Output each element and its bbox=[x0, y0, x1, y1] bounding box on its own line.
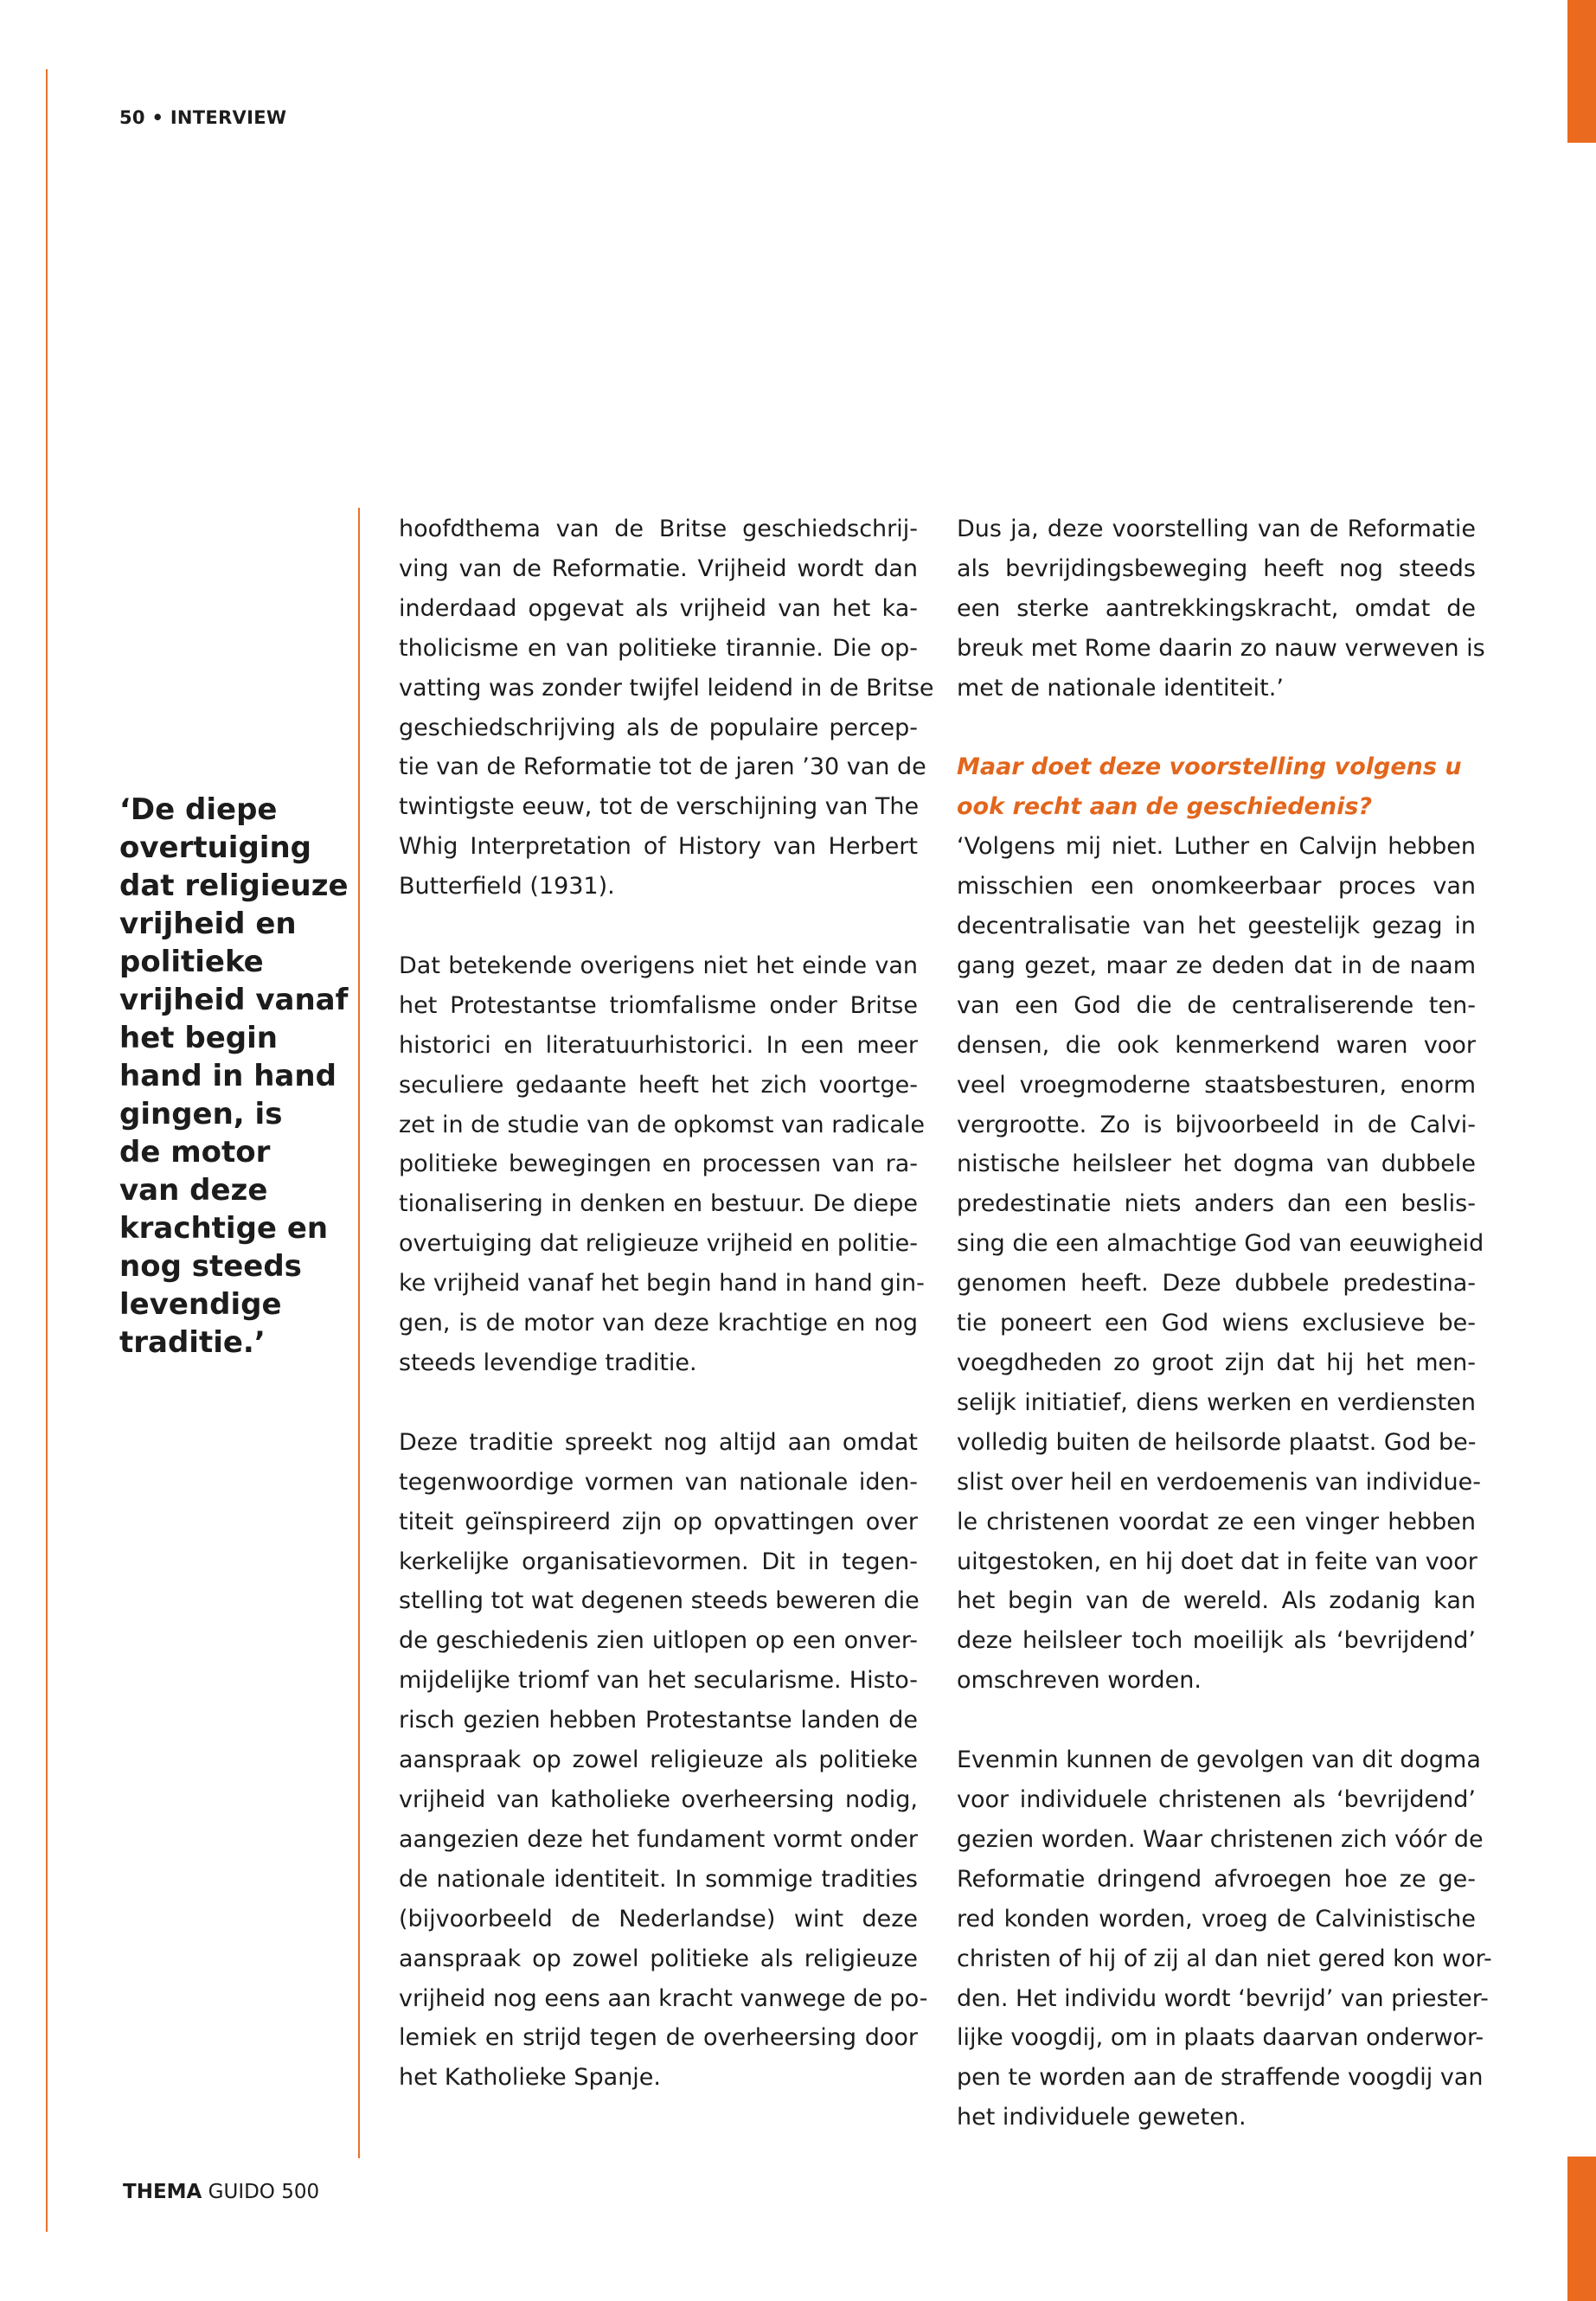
top-edge-tab bbox=[1567, 0, 1596, 143]
column-divider bbox=[358, 508, 360, 2158]
text-line: uitgestoken, en hij doet dat in feite van voor bbox=[957, 1548, 1477, 1575]
text-line: politieke bewegingen en processen van ra- bbox=[399, 1150, 918, 1178]
text-line: ‘Volgens mij niet. Luther en Calvijn hebben bbox=[957, 833, 1476, 861]
bottom-edge-tab bbox=[1567, 2157, 1596, 2301]
text-line: van een God die de centraliserende ten- bbox=[957, 991, 1476, 1019]
interview-question bbox=[957, 747, 1476, 827]
text-line: overtuiging dat religieuze vrijheid en politie- bbox=[399, 1230, 919, 1258]
paragraph bbox=[957, 827, 1484, 1701]
text-line: den. Het individu wordt ‘bevrijd’ van priester- bbox=[957, 1984, 1489, 2012]
paragraph bbox=[957, 510, 1485, 708]
pull-quote-line: vrijheid en bbox=[119, 907, 297, 941]
text-line: voor individuele christenen als ‘bevrijdend’ bbox=[957, 1785, 1476, 1813]
text-line: twintigste eeuw, tot de verschijning van The bbox=[399, 793, 920, 821]
text-line: vrijheid nog eens aan kracht vanwege de po- bbox=[399, 1984, 928, 2012]
section-title: INTERVIEW bbox=[170, 107, 287, 128]
pull-quote-line: vrijheid vanaf bbox=[119, 983, 349, 1017]
text-line: tionalisering in denken en bestuur. De diepe bbox=[399, 1190, 918, 1218]
text-line: christen of hij of zij al dan niet gered kon wor- bbox=[957, 1945, 1492, 1972]
text-line: seculiere gedaante heeft het zich voortge- bbox=[399, 1071, 918, 1099]
paragraph bbox=[957, 1740, 1492, 2138]
pull-quote-line: traditie.’ bbox=[119, 1325, 266, 1360]
paragraph bbox=[399, 946, 926, 1383]
text-line: veel vroegmoderne staatsbesturen, enorm bbox=[957, 1071, 1476, 1099]
pull-quote-line: krachtige en bbox=[119, 1211, 329, 1246]
question-line: ook recht aan de geschiedenis? bbox=[957, 793, 1373, 821]
text-line: red konden worden, vroeg de Calvinistische bbox=[957, 1905, 1476, 1932]
text-line: vergrootte. Zo is bijvoorbeeld in de Calvi- bbox=[957, 1111, 1476, 1138]
question-line: Maar doet deze voorstelling volgens u bbox=[957, 753, 1462, 781]
text-line: aangezien deze het fundament vormt onder bbox=[399, 1825, 918, 1853]
page-footer bbox=[123, 2181, 319, 2203]
page-number: 50 bbox=[119, 107, 145, 128]
header-separator: • bbox=[151, 107, 164, 128]
text-line: tegenwoordige vormen van nationale iden- bbox=[399, 1468, 918, 1496]
page-header bbox=[119, 107, 286, 128]
text-line: omschreven worden. bbox=[957, 1667, 1202, 1695]
text-line: aanspraak op zowel religieuze als politieke bbox=[399, 1747, 918, 1774]
text-line: ke vrijheid vanaf het begin hand in hand gin- bbox=[399, 1270, 925, 1298]
text-line: le christenen voordat ze een vinger hebben bbox=[957, 1508, 1476, 1535]
pull-quote-line: het begin bbox=[119, 1021, 278, 1055]
text-line: (bijvoorbeeld de Nederlandse) wint deze bbox=[399, 1905, 918, 1932]
text-line: Dus ja, deze voorstelling van de Reformatie bbox=[957, 516, 1476, 542]
text-line: voegdheden zo groot zijn dat hij het men- bbox=[957, 1349, 1476, 1377]
text-line: volledig buiten de heilsorde plaatst. God be- bbox=[957, 1428, 1477, 1456]
pull-quote-line: nog steeds bbox=[119, 1249, 302, 1284]
text-line: gang gezet, maar ze deden dat in de naam bbox=[957, 952, 1476, 979]
text-line: het Katholieke Spanje. bbox=[399, 2064, 661, 2092]
text-line: het begin van de wereld. Als zodanig kan bbox=[957, 1587, 1476, 1615]
text-line: een sterke aantrekkingskracht, omdat de bbox=[957, 594, 1476, 622]
footer-title: GUIDO 500 bbox=[208, 2181, 320, 2203]
paragraph bbox=[399, 510, 934, 907]
pull-quote-line: hand in hand bbox=[119, 1059, 337, 1093]
footer-brand: THEMA bbox=[123, 2181, 202, 2203]
text-line: stelling tot wat degenen steeds beweren die bbox=[399, 1587, 920, 1615]
text-line: Butterfield (1931). bbox=[399, 873, 615, 901]
text-line: Dat betekende overigens niet het einde van bbox=[399, 952, 918, 979]
text-line: met de nationale identiteit.’ bbox=[957, 674, 1284, 702]
text-line: geschiedschrijving als de populaire percep- bbox=[399, 714, 918, 741]
text-line: tholicisme en van politieke tirannie. Die op- bbox=[399, 634, 918, 662]
text-line: kerkelijke organisatievormen. Dit in tegen- bbox=[399, 1548, 918, 1575]
text-line: de nationale identiteit. In sommige tradities bbox=[399, 1865, 918, 1893]
pull-quote bbox=[119, 791, 349, 1362]
text-line: mijdelijke triomf van het secularisme. Histo- bbox=[399, 1667, 918, 1695]
text-line: pen te worden aan de straffende voogdij van bbox=[957, 2064, 1484, 2092]
text-line: gen, is de motor van deze krachtige en nog bbox=[399, 1310, 918, 1337]
text-line: historici en literatuurhistorici. In een meer bbox=[399, 1031, 918, 1059]
pull-quote-line: van deze bbox=[119, 1173, 268, 1208]
text-line: aanspraak op zowel politieke als religieuze bbox=[399, 1945, 918, 1972]
pull-quote-line: ‘De diepe bbox=[119, 792, 278, 827]
text-line: titeit geïnspireerd zijn op opvattingen over bbox=[399, 1508, 918, 1535]
text-line: lijke voogdij, om in plaats daarvan onderwor- bbox=[957, 2024, 1484, 2052]
text-line: zet in de studie van de opkomst van radicale bbox=[399, 1111, 926, 1138]
pull-quote-line: overtuiging bbox=[119, 830, 311, 865]
text-line: Deze traditie spreekt nog altijd aan omdat bbox=[399, 1428, 918, 1456]
pull-quote-line: de motor bbox=[119, 1135, 271, 1170]
pull-quote-line: politieke bbox=[119, 945, 264, 979]
paragraph bbox=[399, 1423, 928, 2098]
text-line: Whig Interpretation of History van Herbert bbox=[399, 833, 918, 861]
text-line: misschien een onomkeerbaar proces van bbox=[957, 873, 1476, 901]
text-line: breuk met Rome daarin zo nauw verweven is bbox=[957, 634, 1485, 662]
text-line: deze heilsleer toch moeilijk als ‘bevrijdend’ bbox=[957, 1627, 1476, 1655]
text-line: decentralisatie van het geestelijk gezag in bbox=[957, 913, 1476, 940]
text-column-2 bbox=[957, 510, 1492, 2177]
text-line: predestinatie niets anders dan een beslis- bbox=[957, 1190, 1476, 1218]
text-line: het individuele geweten. bbox=[957, 2104, 1247, 2131]
text-line: tie van de Reformatie tot de jaren ’30 van de bbox=[399, 753, 926, 781]
pull-quote-line: dat religieuze bbox=[119, 868, 349, 903]
text-line: steeds levendige traditie. bbox=[399, 1349, 697, 1377]
pull-quote-line: levendige bbox=[119, 1287, 282, 1322]
text-line: risch gezien hebben Protestantse landen de bbox=[399, 1707, 918, 1734]
text-line: de geschiedenis zien uitlopen op een onver- bbox=[399, 1627, 918, 1655]
text-line: Reformatie dringend afvroegen hoe ze ge- bbox=[957, 1865, 1476, 1893]
text-line: hoofdthema van de Britse geschiedschrij- bbox=[399, 516, 918, 542]
text-line: genomen heeft. Deze dubbele predestina- bbox=[957, 1270, 1476, 1298]
text-line: als bevrijdingsbeweging heeft nog steeds bbox=[957, 554, 1476, 582]
text-line: vrijheid van katholieke overheersing nodig, bbox=[399, 1785, 918, 1813]
text-line: densen, die ook kenmerkend waren voor bbox=[957, 1031, 1476, 1059]
text-line: lemiek en strijd tegen de overheersing door bbox=[399, 2024, 918, 2052]
text-line: selijk initiatief, diens werken en verdiensten bbox=[957, 1388, 1476, 1416]
text-line: nistische heilsleer het dogma van dubbele bbox=[957, 1150, 1476, 1178]
text-line: ving van de Reformatie. Vrijheid wordt dan bbox=[399, 554, 918, 582]
pull-quote-line: gingen, is bbox=[119, 1097, 283, 1131]
text-line: Evenmin kunnen de gevolgen van dit dogma bbox=[957, 1747, 1481, 1774]
text-line: gezien worden. Waar christenen zich vóór de bbox=[957, 1825, 1484, 1853]
left-margin-rule bbox=[46, 69, 48, 2232]
text-column-1 bbox=[399, 510, 934, 2138]
text-line: tie poneert een God wiens exclusieve be- bbox=[957, 1310, 1476, 1337]
text-line: vatting was zonder twijfel leidend in de Britse bbox=[399, 674, 934, 702]
text-line: inderdaad opgevat als vrijheid van het ka- bbox=[399, 594, 918, 622]
text-line: slist over heil en verdoemenis van individue- bbox=[957, 1468, 1481, 1496]
text-line: sing die een almachtige God van eeuwigheid bbox=[957, 1230, 1484, 1258]
text-line: het Protestantse triomfalisme onder Britse bbox=[399, 991, 918, 1019]
